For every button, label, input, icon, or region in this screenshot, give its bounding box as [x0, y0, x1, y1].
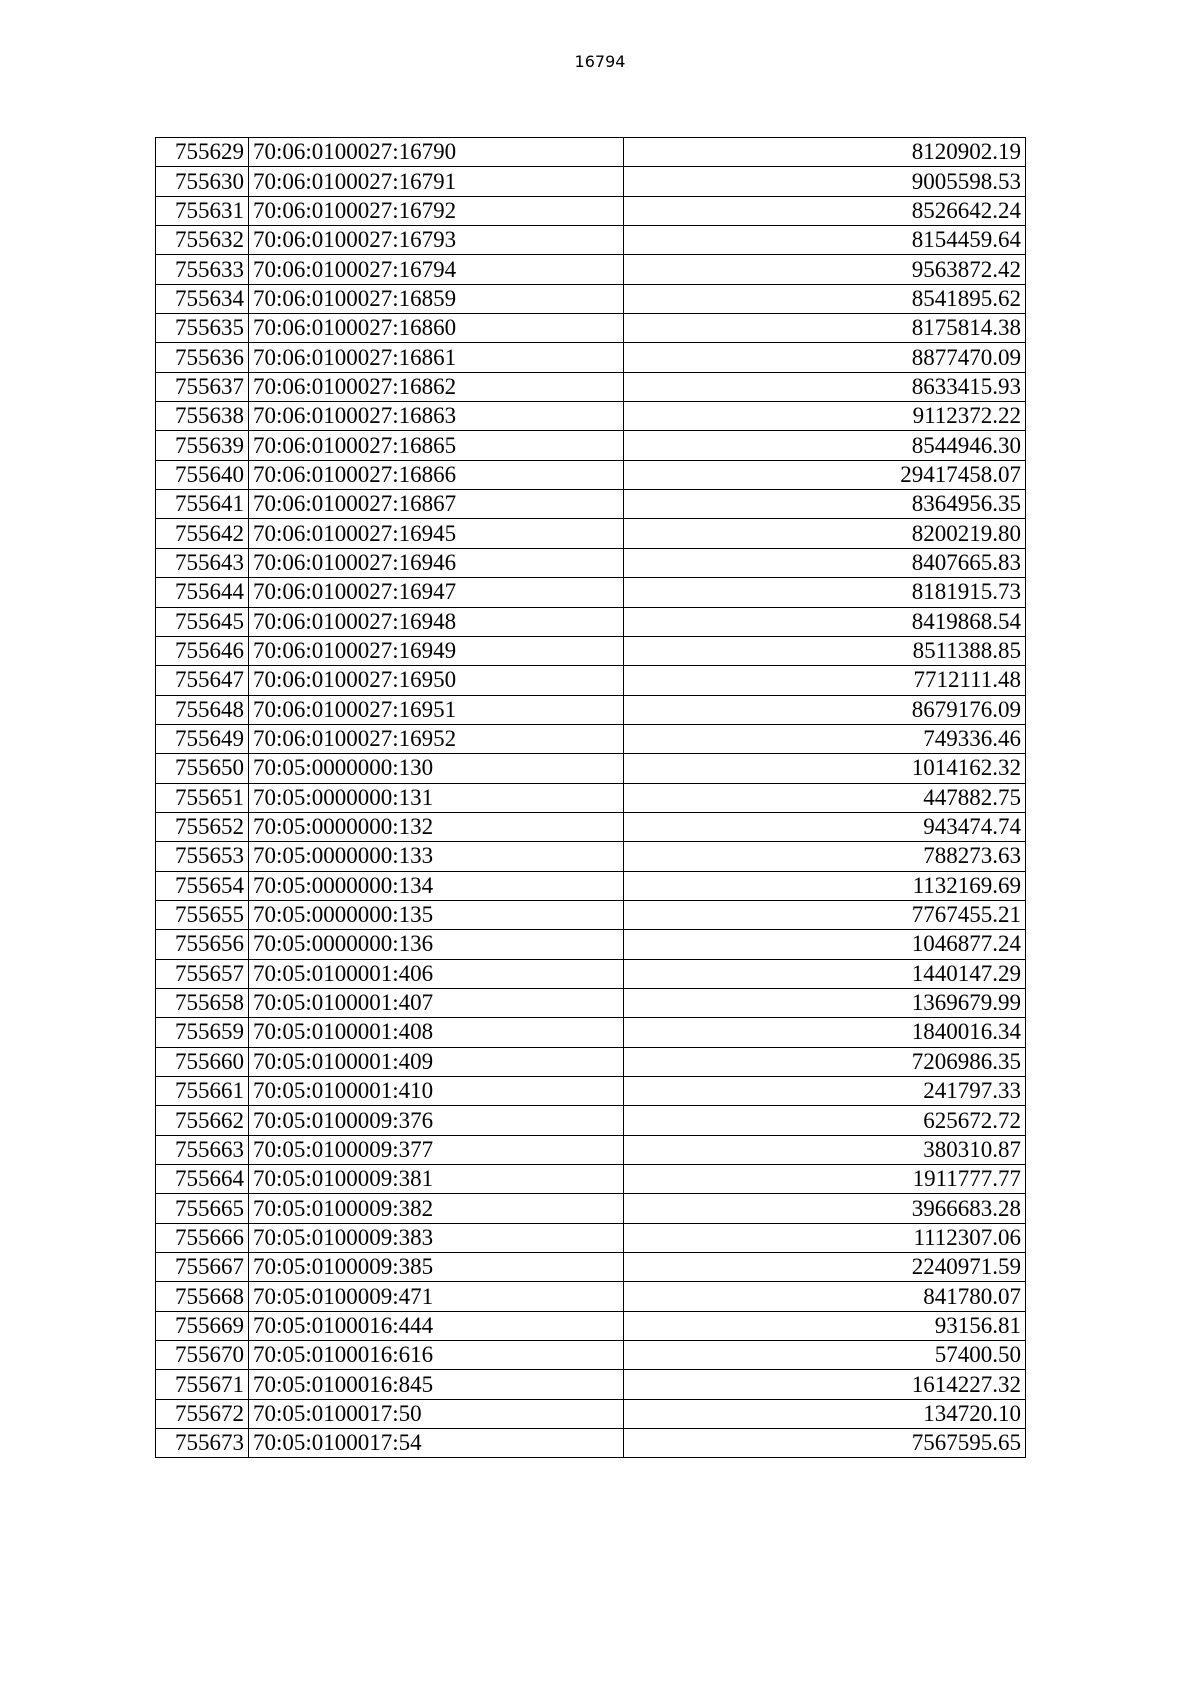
cadastral-value-cell: 2240971.59	[624, 1253, 1026, 1282]
cadastral-value-cell: 8181915.73	[624, 578, 1026, 607]
row-number-cell: 755653	[156, 842, 249, 871]
table-row	[156, 871, 1026, 900]
cadastral-number-cell: 70:06:0100027:16862	[249, 372, 624, 401]
cadastral-value-cell: 93156.81	[624, 1311, 1026, 1340]
cadastral-number-cell: 70:06:0100027:16793	[249, 226, 624, 255]
table-row	[156, 636, 1026, 665]
cadastral-value-cell: 8511388.85	[624, 636, 1026, 665]
table-row	[156, 284, 1026, 313]
row-number-cell: 755651	[156, 783, 249, 812]
cadastral-number-cell: 70:06:0100027:16948	[249, 607, 624, 636]
cadastral-number-cell: 70:05:0100009:382	[249, 1194, 624, 1223]
cadastral-value-cell: 241797.33	[624, 1077, 1026, 1106]
cadastral-number-cell: 70:05:0100009:377	[249, 1135, 624, 1164]
row-number-cell: 755633	[156, 255, 249, 284]
cadastral-value-cell: 8175814.38	[624, 314, 1026, 343]
cadastral-number-cell: 70:06:0100027:16950	[249, 666, 624, 695]
table-row	[156, 724, 1026, 753]
table-row	[156, 431, 1026, 460]
cadastral-value-cell: 8364956.35	[624, 490, 1026, 519]
cadastral-number-cell: 70:06:0100027:16859	[249, 284, 624, 313]
row-number-cell: 755658	[156, 988, 249, 1017]
table-row	[156, 1311, 1026, 1340]
row-number-cell: 755650	[156, 754, 249, 783]
row-number-cell: 755666	[156, 1223, 249, 1252]
table-row	[156, 460, 1026, 489]
cadastral-value-cell: 8541895.62	[624, 284, 1026, 313]
cadastral-value-cell: 8419868.54	[624, 607, 1026, 636]
row-number-cell: 755663	[156, 1135, 249, 1164]
cadastral-value-cell: 8200219.80	[624, 519, 1026, 548]
row-number-cell: 755640	[156, 460, 249, 489]
cadastral-number-cell: 70:06:0100027:16861	[249, 343, 624, 372]
table-row	[156, 1165, 1026, 1194]
cadastral-value-cell: 841780.07	[624, 1282, 1026, 1311]
table-row	[156, 196, 1026, 225]
row-number-cell: 755654	[156, 871, 249, 900]
table-row	[156, 1429, 1026, 1458]
cadastral-number-cell: 70:05:0000000:130	[249, 754, 624, 783]
row-number-cell: 755656	[156, 930, 249, 959]
table-row	[156, 1047, 1026, 1076]
cadastral-value-cell: 134720.10	[624, 1399, 1026, 1428]
row-number-cell: 755630	[156, 167, 249, 196]
cadastral-number-cell: 70:06:0100027:16860	[249, 314, 624, 343]
row-number-cell: 755673	[156, 1429, 249, 1458]
table-row	[156, 754, 1026, 783]
table-row	[156, 783, 1026, 812]
table-row	[156, 1018, 1026, 1047]
row-number-cell: 755647	[156, 666, 249, 695]
cadastral-number-cell: 70:05:0100016:444	[249, 1311, 624, 1340]
cadastral-value-cell: 8120902.19	[624, 138, 1026, 167]
row-number-cell: 755639	[156, 431, 249, 460]
row-number-cell: 755635	[156, 314, 249, 343]
row-number-cell: 755634	[156, 284, 249, 313]
cadastral-value-cell: 9005598.53	[624, 167, 1026, 196]
table-row	[156, 167, 1026, 196]
table-row	[156, 959, 1026, 988]
row-number-cell: 755649	[156, 724, 249, 753]
cadastral-value-table	[155, 137, 1026, 1458]
row-number-cell: 755641	[156, 490, 249, 519]
cadastral-value-cell: 7712111.48	[624, 666, 1026, 695]
row-number-cell: 755660	[156, 1047, 249, 1076]
table-row	[156, 842, 1026, 871]
row-number-cell: 755655	[156, 900, 249, 929]
cadastral-value-cell: 29417458.07	[624, 460, 1026, 489]
cadastral-number-cell: 70:06:0100027:16951	[249, 695, 624, 724]
row-number-cell: 755670	[156, 1341, 249, 1370]
row-number-cell: 755659	[156, 1018, 249, 1047]
row-number-cell: 755671	[156, 1370, 249, 1399]
cadastral-value-cell: 749336.46	[624, 724, 1026, 753]
table-row	[156, 1282, 1026, 1311]
cadastral-value-cell: 1369679.99	[624, 988, 1026, 1017]
table-row	[156, 1135, 1026, 1164]
cadastral-number-cell: 70:05:0000000:132	[249, 812, 624, 841]
cadastral-value-cell: 8544946.30	[624, 431, 1026, 460]
table-row	[156, 1253, 1026, 1282]
table-row	[156, 666, 1026, 695]
table-row	[156, 988, 1026, 1017]
table-row	[156, 226, 1026, 255]
row-number-cell: 755637	[156, 372, 249, 401]
table-row	[156, 343, 1026, 372]
cadastral-number-cell: 70:05:0000000:136	[249, 930, 624, 959]
cadastral-number-cell: 70:06:0100027:16792	[249, 196, 624, 225]
row-number-cell: 755642	[156, 519, 249, 548]
cadastral-number-cell: 70:06:0100027:16946	[249, 548, 624, 577]
row-number-cell: 755672	[156, 1399, 249, 1428]
cadastral-number-cell: 70:05:0100009:381	[249, 1165, 624, 1194]
row-number-cell: 755664	[156, 1165, 249, 1194]
cadastral-value-cell: 1132169.69	[624, 871, 1026, 900]
cadastral-number-cell: 70:06:0100027:16866	[249, 460, 624, 489]
cadastral-value-cell: 788273.63	[624, 842, 1026, 871]
row-number-cell: 755631	[156, 196, 249, 225]
cadastral-value-cell: 9563872.42	[624, 255, 1026, 284]
cadastral-value-cell: 1046877.24	[624, 930, 1026, 959]
table-row	[156, 812, 1026, 841]
cadastral-number-cell: 70:05:0100001:406	[249, 959, 624, 988]
table-row	[156, 402, 1026, 431]
cadastral-value-cell: 1440147.29	[624, 959, 1026, 988]
cadastral-value-cell: 8526642.24	[624, 196, 1026, 225]
cadastral-number-cell: 70:05:0000000:131	[249, 783, 624, 812]
row-number-cell: 755645	[156, 607, 249, 636]
table-row	[156, 1341, 1026, 1370]
cadastral-number-cell: 70:05:0100016:616	[249, 1341, 624, 1370]
row-number-cell: 755632	[156, 226, 249, 255]
table-row	[156, 1106, 1026, 1135]
cadastral-number-cell: 70:05:0000000:133	[249, 842, 624, 871]
cadastral-value-cell: 1911777.77	[624, 1165, 1026, 1194]
page-number: 16794	[574, 52, 626, 71]
cadastral-number-cell: 70:05:0100017:50	[249, 1399, 624, 1428]
row-number-cell: 755643	[156, 548, 249, 577]
row-number-cell: 755665	[156, 1194, 249, 1223]
cadastral-value-cell: 7767455.21	[624, 900, 1026, 929]
cadastral-number-cell: 70:05:0100001:409	[249, 1047, 624, 1076]
cadastral-number-cell: 70:06:0100027:16790	[249, 138, 624, 167]
cadastral-value-cell: 1112307.06	[624, 1223, 1026, 1252]
cadastral-number-cell: 70:05:0100001:408	[249, 1018, 624, 1047]
table-row	[156, 255, 1026, 284]
cadastral-number-cell: 70:05:0000000:134	[249, 871, 624, 900]
table-row	[156, 695, 1026, 724]
cadastral-number-cell: 70:06:0100027:16865	[249, 431, 624, 460]
cadastral-number-cell: 70:06:0100027:16863	[249, 402, 624, 431]
cadastral-number-cell: 70:05:0000000:135	[249, 900, 624, 929]
cadastral-value-cell: 7567595.65	[624, 1429, 1026, 1458]
row-number-cell: 755629	[156, 138, 249, 167]
cadastral-value-cell: 447882.75	[624, 783, 1026, 812]
cadastral-number-cell: 70:06:0100027:16945	[249, 519, 624, 548]
table-row	[156, 548, 1026, 577]
row-number-cell: 755648	[156, 695, 249, 724]
cadastral-number-cell: 70:06:0100027:16791	[249, 167, 624, 196]
cadastral-number-cell: 70:05:0100009:383	[249, 1223, 624, 1252]
row-number-cell: 755636	[156, 343, 249, 372]
cadastral-number-cell: 70:06:0100027:16947	[249, 578, 624, 607]
cadastral-value-cell: 3966683.28	[624, 1194, 1026, 1223]
row-number-cell: 755662	[156, 1106, 249, 1135]
row-number-cell: 755638	[156, 402, 249, 431]
table-row	[156, 1077, 1026, 1106]
cadastral-value-cell: 943474.74	[624, 812, 1026, 841]
cadastral-value-cell: 7206986.35	[624, 1047, 1026, 1076]
cadastral-number-cell: 70:05:0100001:410	[249, 1077, 624, 1106]
cadastral-number-cell: 70:05:0100009:471	[249, 1282, 624, 1311]
cadastral-value-cell: 9112372.22	[624, 402, 1026, 431]
cadastral-value-cell: 625672.72	[624, 1106, 1026, 1135]
table-row	[156, 372, 1026, 401]
cadastral-number-cell: 70:05:0100001:407	[249, 988, 624, 1017]
cadastral-number-cell: 70:05:0100009:376	[249, 1106, 624, 1135]
cadastral-value-cell: 8877470.09	[624, 343, 1026, 372]
row-number-cell: 755668	[156, 1282, 249, 1311]
row-number-cell: 755669	[156, 1311, 249, 1340]
table-row	[156, 900, 1026, 929]
cadastral-value-cell: 8679176.09	[624, 695, 1026, 724]
cadastral-value-cell: 8407665.83	[624, 548, 1026, 577]
row-number-cell: 755644	[156, 578, 249, 607]
cadastral-number-cell: 70:06:0100027:16952	[249, 724, 624, 753]
cadastral-number-cell: 70:05:0100017:54	[249, 1429, 624, 1458]
table-row	[156, 519, 1026, 548]
cadastral-value-cell: 1840016.34	[624, 1018, 1026, 1047]
table-body	[156, 138, 1026, 1458]
table-row	[156, 314, 1026, 343]
cadastral-value-cell: 8154459.64	[624, 226, 1026, 255]
table-row	[156, 1223, 1026, 1252]
table-row	[156, 138, 1026, 167]
cadastral-number-cell: 70:05:0100009:385	[249, 1253, 624, 1282]
table-row	[156, 1194, 1026, 1223]
table-row	[156, 490, 1026, 519]
table-row	[156, 1370, 1026, 1399]
row-number-cell: 755657	[156, 959, 249, 988]
cadastral-value-cell: 1614227.32	[624, 1370, 1026, 1399]
row-number-cell: 755652	[156, 812, 249, 841]
table-row	[156, 578, 1026, 607]
row-number-cell: 755646	[156, 636, 249, 665]
cadastral-value-cell: 8633415.93	[624, 372, 1026, 401]
cadastral-number-cell: 70:06:0100027:16867	[249, 490, 624, 519]
table-row	[156, 607, 1026, 636]
table-row	[156, 1399, 1026, 1428]
table-row	[156, 930, 1026, 959]
cadastral-value-cell: 1014162.32	[624, 754, 1026, 783]
row-number-cell: 755661	[156, 1077, 249, 1106]
row-number-cell: 755667	[156, 1253, 249, 1282]
cadastral-number-cell: 70:05:0100016:845	[249, 1370, 624, 1399]
cadastral-value-cell: 57400.50	[624, 1341, 1026, 1370]
cadastral-number-cell: 70:06:0100027:16794	[249, 255, 624, 284]
cadastral-value-cell: 380310.87	[624, 1135, 1026, 1164]
cadastral-number-cell: 70:06:0100027:16949	[249, 636, 624, 665]
